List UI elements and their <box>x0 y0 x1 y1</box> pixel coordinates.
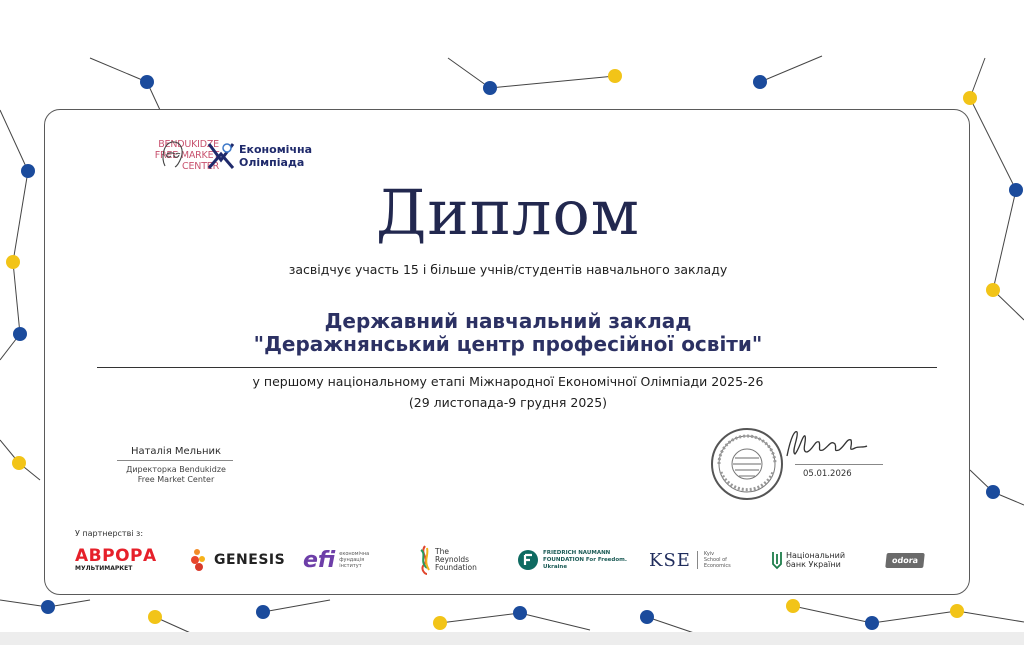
partner-genesis <box>189 542 285 578</box>
diploma-subtitle: засвідчує участь 15 і більше учнів/студентів навчального закладу <box>288 262 728 277</box>
kse-sub-line-1: Kyiv <box>703 551 715 557</box>
partners-label: У партнерстві з: <box>75 529 144 538</box>
partner-avrora <box>75 542 157 578</box>
fnf-line-1: FRIEDRICH NAUMANN <box>543 549 611 556</box>
partner-efi <box>303 542 379 578</box>
handwritten-signature <box>781 426 871 462</box>
bottom-strip <box>0 632 1024 645</box>
nbu-line-2: банк України <box>786 560 841 569</box>
fnf-line-3: Ukraine <box>543 563 568 570</box>
bmc-line-2: FREE MARKET <box>154 150 219 161</box>
diploma-card <box>44 109 970 595</box>
fnf-line-2: FOUNDATION For Freedom. <box>543 556 627 563</box>
partner-friedrich-naumann <box>517 542 627 578</box>
nbu-line-1: Національний <box>786 551 846 560</box>
signatory-position <box>111 465 241 485</box>
fnf-logo-icon <box>517 549 539 571</box>
kse-wordmark: KSE <box>649 549 691 571</box>
partner-kse <box>649 542 731 578</box>
nbu-emblem-icon <box>771 550 783 570</box>
bmc-line-1: BENDUKIDZE <box>158 139 219 150</box>
reynolds-text <box>435 548 477 572</box>
olympiad-dates: (29 листопада-9 грудня 2025) <box>408 395 608 410</box>
reynolds-ribbon-icon <box>417 544 433 576</box>
odora-wordmark: odora <box>885 553 925 568</box>
partner-reynolds-foundation <box>417 542 477 578</box>
signatory-underline <box>117 460 233 461</box>
bendukidze-portrait-icon <box>157 136 187 172</box>
diploma-title: Диплом <box>376 176 640 249</box>
economic-olympiad-logo-text <box>239 143 312 169</box>
institution-name-line-2: "Деражнянський центр професійної освіти" <box>253 332 763 356</box>
fnf-text <box>543 550 627 571</box>
divider <box>97 367 937 368</box>
signatory-name: Наталія Мельник <box>130 446 222 457</box>
partner-national-bank-ukraine <box>771 542 845 578</box>
nbu-text <box>786 551 845 569</box>
kse-sub-line-2: School of <box>703 557 727 563</box>
genesis-wordmark: GENESIS <box>214 552 286 568</box>
reynolds-line-1: The <box>435 547 449 556</box>
kse-subtitle <box>697 551 731 569</box>
signatory-position-line-1: Директорка Bendukidze <box>126 465 226 474</box>
signature-underline <box>795 464 883 465</box>
institution-name-line-1: Державний навчальний заклад <box>324 309 692 333</box>
reynolds-line-3: Foundation <box>435 563 477 572</box>
avrora-wordmark: АВРОРА <box>75 546 157 566</box>
eo-line-1: Економічна <box>239 143 313 156</box>
signature-date: 05.01.2026 <box>803 469 852 479</box>
kse-sub-line-3: Economics <box>703 563 731 569</box>
olympiad-stage: у першому національному етапі Міжнародної Економічної Олімпіади 2025-26 <box>252 374 764 389</box>
economic-olympiad-logo-icon <box>205 140 239 172</box>
signatory-position-line-2: Free Market Center <box>137 475 215 484</box>
avrora-subtitle: МУЛЬТИМАРКЕТ <box>75 565 133 572</box>
genesis-dots-icon <box>189 547 211 573</box>
reynolds-line-2: Reynolds <box>435 555 470 564</box>
bmc-line-3: CENTER <box>182 161 219 172</box>
official-stamp <box>709 426 785 502</box>
efi-subtitle: економічна фундація інститут <box>339 551 370 569</box>
partner-odora <box>886 542 924 578</box>
efi-wordmark: efi <box>303 547 336 573</box>
eo-line-2: Олімпіада <box>239 156 305 169</box>
